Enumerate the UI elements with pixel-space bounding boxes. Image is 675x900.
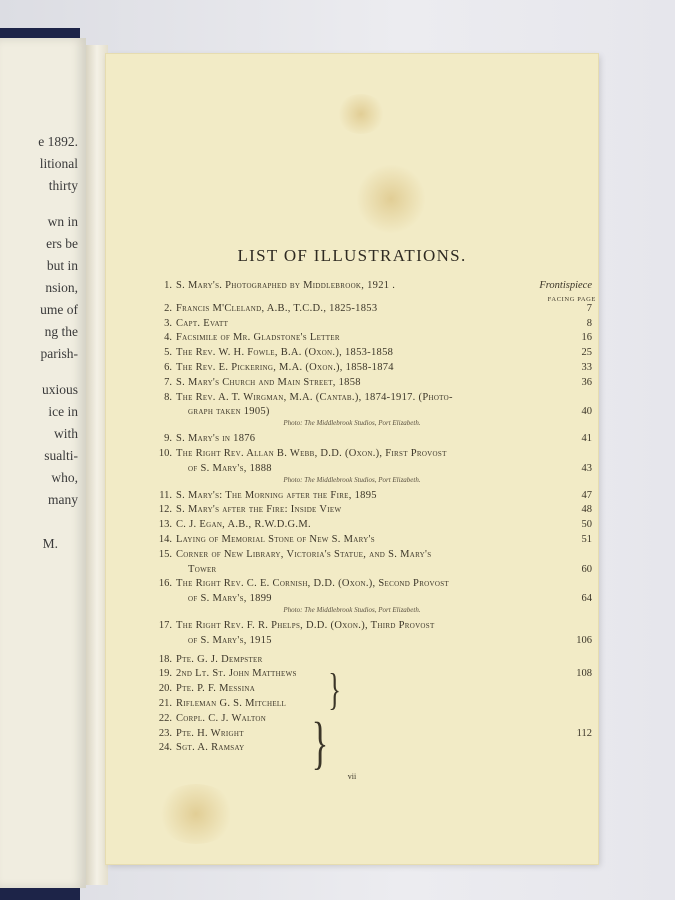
entry-title: S. Mary's Church and Main Street, 1858 bbox=[176, 376, 361, 388]
brace: } bbox=[328, 665, 341, 714]
prev-page-line: uxious bbox=[41, 382, 78, 397]
entry-title: Francis M'Cleland, A.B., T.C.D., 1825-1853 bbox=[176, 302, 378, 314]
foxing-stain bbox=[356, 164, 426, 234]
entry-title: The Right Rev. F. R. Phelps, D.D. (Oxon.), Third Provost bbox=[176, 620, 435, 631]
prev-page-line: thirty bbox=[48, 178, 78, 193]
entry-number: 11. bbox=[159, 489, 172, 501]
entry-page: 36 bbox=[581, 376, 592, 388]
entry-number: 12. bbox=[158, 504, 172, 516]
prev-page-line: sualti- bbox=[44, 448, 78, 463]
prev-page-line: litional bbox=[39, 156, 78, 171]
page-title: LIST OF ILLUSTRATIONS. bbox=[237, 246, 467, 265]
entry-page: Frontispiece bbox=[539, 280, 592, 291]
entry-number: 5. bbox=[164, 347, 172, 359]
entry-page: 64 bbox=[581, 593, 592, 605]
entry-number: 2. bbox=[164, 302, 172, 314]
entry-page: 112 bbox=[576, 727, 592, 739]
entry-title: of S. Mary's, 1888 bbox=[188, 462, 272, 474]
entry-number: 1. bbox=[164, 280, 172, 291]
entry-title: Laying of Memorial Stone of New S. Mary's bbox=[176, 534, 375, 545]
brace: } bbox=[311, 710, 329, 775]
entry-title: S. Mary's in 1876 bbox=[176, 433, 256, 445]
entry-number: 16. bbox=[158, 578, 172, 590]
entry-number: 22. bbox=[158, 712, 172, 724]
entry-page: 106 bbox=[576, 634, 592, 646]
entry-title: C. J. Egan, A.B., R.W.D.G.M. bbox=[176, 519, 311, 531]
entry-title: graph taken 1905) bbox=[188, 406, 270, 418]
photo-credit: Photo: The Middlebrook Studios, Port Elizabeth. bbox=[283, 606, 421, 614]
entry-number: 4. bbox=[164, 332, 172, 344]
entry-title: Sgt. A. Ramsay bbox=[176, 742, 245, 754]
entry-page: 40 bbox=[581, 406, 592, 418]
entry-page: 8 bbox=[586, 317, 592, 329]
entry-page: 16 bbox=[581, 332, 592, 344]
entry-title: The Rev. E. Pickering, M.A. (Oxon.), 1858-1874 bbox=[176, 362, 394, 373]
entry-page: 108 bbox=[576, 668, 592, 680]
prev-page-line: but in bbox=[46, 258, 78, 273]
entry-title: The Right Rev. C. E. Cornish, D.D. (Oxon.), Second Provost bbox=[176, 578, 450, 590]
entry-number: 3. bbox=[164, 317, 172, 329]
entry-number: 19. bbox=[158, 668, 172, 680]
entry-page: 7 bbox=[586, 302, 592, 314]
entry-number: 24. bbox=[158, 742, 172, 754]
facing-page-header: FACING PAGE bbox=[547, 296, 596, 303]
entry-title: Capt. Evatt bbox=[176, 317, 229, 329]
prev-page-line: ice in bbox=[48, 404, 78, 419]
book-gutter bbox=[86, 45, 108, 885]
entry-title: The Rev. W. H. Fowle, B.A. (Oxon.), 1853-1858 bbox=[176, 347, 394, 359]
prev-page-line: with bbox=[53, 426, 78, 441]
entry-number: 9. bbox=[164, 433, 172, 445]
prev-page-line: wn in bbox=[47, 214, 78, 229]
entry-title: Facsimile of Mr. Gladstone's Letter bbox=[176, 332, 340, 344]
entry-title: Rifleman G. S. Mitchell bbox=[176, 698, 287, 709]
entry-title: The Rev. A. T. Wirgman, M.A. (Cantab.), 1874-1917. (Photo- bbox=[176, 391, 453, 403]
entry-page: 43 bbox=[581, 462, 592, 474]
page-number: vii bbox=[347, 772, 357, 781]
entry-number: 23. bbox=[158, 727, 172, 739]
entry-title: Corner of New Library, Victoria's Statue, and S. Mary's bbox=[176, 548, 432, 560]
entry-number: 17. bbox=[158, 620, 172, 631]
entry-number: 20. bbox=[158, 683, 172, 695]
entry-title: Pte. P. F. Messina bbox=[176, 683, 256, 695]
entry-title: S. Mary's. Photographed by Middlebrook, 1921 . bbox=[176, 280, 396, 291]
entry-title: The Right Rev. Allan B. Webb, D.D. (Oxon.), First Provost bbox=[176, 448, 447, 459]
entry-page: 51 bbox=[581, 534, 592, 545]
entry-title: 2nd Lt. St. John Matthews bbox=[176, 668, 297, 680]
entry-number: 14. bbox=[158, 534, 172, 545]
prev-page-line: e 1892. bbox=[38, 134, 78, 149]
prev-page-line: many bbox=[48, 492, 78, 507]
photo-credit: Photo: The Middlebrook Studios, Port Elizabeth. bbox=[283, 419, 421, 428]
entry-title: of S. Mary's, 1915 bbox=[188, 634, 272, 646]
photo-credit: Photo: The Middlebrook Studios, Port Elizabeth. bbox=[283, 475, 421, 484]
entry-number: 8. bbox=[164, 391, 172, 403]
entry-number: 7. bbox=[164, 376, 172, 388]
previous-page bbox=[0, 38, 86, 888]
prev-page-line: ers be bbox=[46, 236, 78, 251]
entry-page: 50 bbox=[581, 519, 592, 531]
entry-title: Pte. H. Wright bbox=[176, 727, 244, 739]
prev-page-line: ume of bbox=[40, 302, 78, 317]
prev-page-line: nsion, bbox=[45, 280, 78, 295]
entry-page: 25 bbox=[581, 347, 592, 359]
entry-page: 48 bbox=[581, 504, 592, 516]
list-of-illustrations-page bbox=[106, 54, 598, 864]
entry-title: S. Mary's: The Morning after the Fire, 1895 bbox=[176, 489, 377, 501]
entry-title: Pte. G. J. Dempster bbox=[176, 653, 263, 665]
entry-title: S. Mary's after the Fire: Inside View bbox=[176, 504, 342, 516]
prev-page-line: who, bbox=[51, 470, 78, 485]
entry-page: 60 bbox=[581, 563, 592, 575]
foxing-stain bbox=[156, 784, 236, 844]
entry-number: 21. bbox=[158, 698, 172, 709]
entry-number: 13. bbox=[158, 519, 172, 531]
foxing-stain bbox=[336, 94, 386, 134]
entry-number: 18. bbox=[158, 653, 172, 665]
entry-page: 47 bbox=[581, 489, 592, 501]
entry-page: 33 bbox=[581, 362, 592, 373]
entry-number: 10. bbox=[158, 448, 172, 459]
entry-number: 15. bbox=[158, 548, 172, 560]
entry-title: Tower bbox=[188, 563, 217, 575]
entry-title: Corpl. C. J. Walton bbox=[176, 712, 267, 724]
entry-number: 6. bbox=[164, 362, 172, 373]
entry-page: 41 bbox=[581, 433, 592, 445]
prev-page-signature: M. bbox=[42, 536, 58, 551]
prev-page-line: parish- bbox=[40, 346, 78, 361]
entry-title: of S. Mary's, 1899 bbox=[188, 593, 272, 605]
prev-page-line: ng the bbox=[44, 324, 78, 339]
